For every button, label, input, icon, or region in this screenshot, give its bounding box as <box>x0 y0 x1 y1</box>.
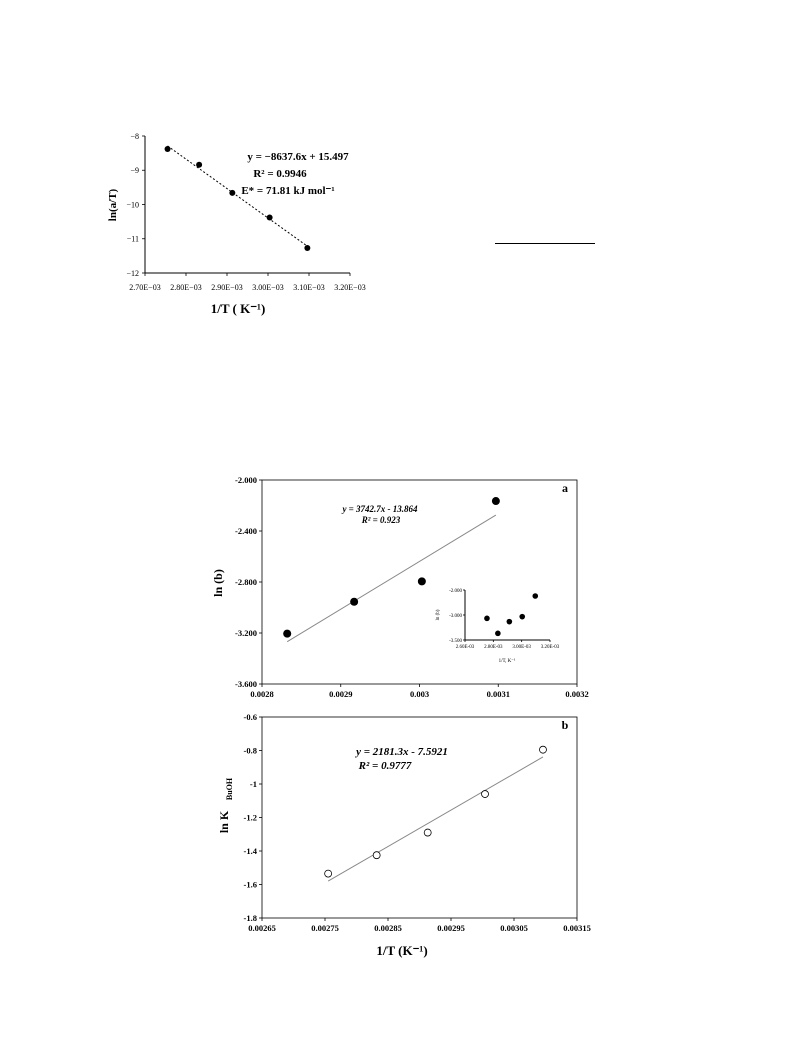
chart2-y-tick-label: -2.000 <box>235 474 257 485</box>
chart2-inset-x-tick-label: 2.60E-03 <box>455 645 475 650</box>
chart1-activation-energy: E* = 71.81 kJ mol⁻¹ <box>241 185 335 197</box>
chart3-equation: y = 2181.3x - 7.5921 <box>356 746 448 758</box>
chart1-x-tick-label: 3.10E−03 <box>293 283 325 292</box>
chart3-r-squared: R² = 0.9777 <box>358 760 412 772</box>
chart2-inset-x-axis-label: 1/T, K⁻¹ <box>498 659 516 664</box>
chart1-x-tick-label: 2.70E−03 <box>129 283 161 292</box>
chart3-y-tick-label: -0.6 <box>243 711 257 722</box>
chart2-inset-y-axis-label: ln (b) <box>436 609 441 621</box>
chart1-y-tick-label: −8 <box>130 131 139 141</box>
chart2-inset-point-2 <box>507 619 513 625</box>
chart3-x-tick-label: 0.00285 <box>374 923 402 933</box>
chart2-x-tick-label: 0.0029 <box>329 689 353 699</box>
chart2-panel-label: a <box>562 481 568 495</box>
chart1-x-tick-label: 3.20E−03 <box>334 283 366 292</box>
chart2-inset-y-tick-label: -2.000 <box>449 588 462 594</box>
chart2-inset-y-tick-label: -3.500 <box>449 638 462 644</box>
chart1-point-0 <box>165 146 171 152</box>
chart3-panel-label: b <box>561 718 569 732</box>
chart2-y-tick-label: -3.600 <box>235 678 257 689</box>
chart3-x-tick-label: 0.00275 <box>311 923 339 933</box>
chart3-point-0 <box>325 870 332 877</box>
chart2-x-tick-label: 0.0031 <box>486 689 510 699</box>
chart2-y-tick-label: -3.200 <box>235 627 257 638</box>
chart2-y-tick-label: -2.400 <box>235 525 257 536</box>
chart2-inset-x-tick-label: 3.00E-03 <box>512 645 531 650</box>
chart1-x-tick-label: 2.80E−03 <box>170 283 202 292</box>
chart2-inset-x-tick-label: 2.80E-03 <box>484 645 503 650</box>
chart3-x-tick-label: 0.00305 <box>500 923 528 933</box>
chart2-point-3 <box>492 497 500 505</box>
chart1-equation: y = −8637.6x + 15.497 <box>247 151 349 163</box>
chart3-y-tick-label: -1.2 <box>243 812 257 823</box>
chart1-y-tick-label: −10 <box>126 200 139 210</box>
chart3-y-axis-label-subscript: BuOH <box>225 777 234 801</box>
chart3-point-3 <box>482 791 489 798</box>
chart3-x-tick-label: 0.00315 <box>563 923 591 933</box>
chart3-y-tick-label: -1.6 <box>243 879 257 890</box>
chart3-y-axis-label: ln K <box>217 810 231 834</box>
chart3-y-tick-label: -0.8 <box>243 745 257 756</box>
chart3-point-2 <box>424 829 431 836</box>
chart3-point-1 <box>373 852 380 859</box>
chart2-x-tick-label: 0.0028 <box>250 689 274 699</box>
chart2-r-squared: R² = 0.923 <box>361 515 401 525</box>
chart3-x-axis-label: 1/T (K⁻¹) <box>376 943 428 958</box>
chart3-point-4 <box>539 746 546 753</box>
chart3-y-tick-label: -1 <box>249 778 257 789</box>
chart2-y-axis-label: ln (b) <box>211 569 225 597</box>
chart3-trendline <box>328 757 543 881</box>
horizontal-rule <box>495 243 595 244</box>
chart1-point-4 <box>304 245 310 251</box>
chart1-x-tick-label: 3.00E−03 <box>252 283 284 292</box>
chart1-r-squared: R² = 0.9946 <box>253 168 307 180</box>
chart1-y-axis-label: ln(a/T) <box>107 188 119 222</box>
chart1-point-2 <box>229 190 235 196</box>
chart2-inset-x-tick-label: 3.20E-03 <box>540 645 560 650</box>
chart2-inset-point-1 <box>495 631 501 637</box>
chart2-y-tick-label: -2.800 <box>235 576 257 587</box>
chart1-y-tick-label: −12 <box>126 268 139 278</box>
chart3-y-tick-label: -1.8 <box>243 912 257 923</box>
chart1-x-axis-label: 1/T ( K⁻¹) <box>210 301 266 316</box>
chart2-x-tick-label: 0.003 <box>409 689 430 699</box>
chart1-point-3 <box>267 215 273 221</box>
chart2-inset-y-tick-label: -3.000 <box>449 613 462 619</box>
chart2-x-tick-label: 0.0032 <box>565 689 589 699</box>
chart3-x-tick-label: 0.00265 <box>248 923 276 933</box>
chart2-inset-point-3 <box>519 614 525 620</box>
chart1-y-tick-label: −11 <box>126 234 139 244</box>
chart3-x-tick-label: 0.00295 <box>437 923 465 933</box>
chart2-point-2 <box>418 577 426 585</box>
chart3-y-tick-label: -1.4 <box>243 845 257 856</box>
chart1-y-tick-label: −9 <box>130 166 139 176</box>
chart1-x-tick-label: 2.90E−03 <box>211 283 243 292</box>
chart1-point-1 <box>196 162 202 168</box>
chart2-point-0 <box>283 630 291 638</box>
chart2-point-1 <box>350 598 358 606</box>
chart2-inset-point-4 <box>532 593 538 599</box>
chart2-inset-point-0 <box>484 616 490 622</box>
chart2-equation: y = 3742.7x - 13.864 <box>342 504 418 514</box>
